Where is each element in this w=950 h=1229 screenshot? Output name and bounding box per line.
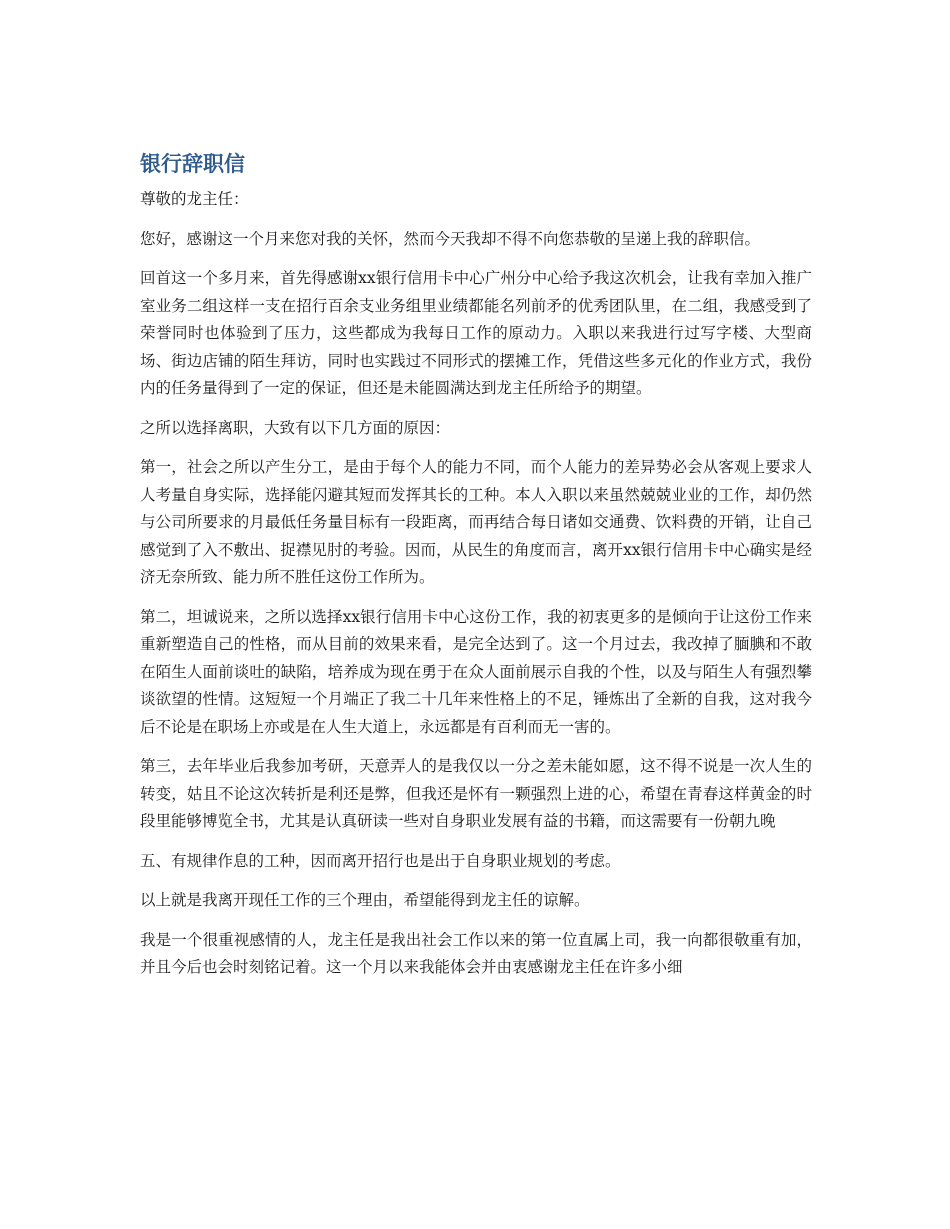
paragraph: 之所以选择离职，大致有以下几方面的原因： xyxy=(140,418,451,437)
paragraph: 我是一个很重视感情的人，龙主任是我出社会工作以来的第一位直属上司，我一向都很敬重有加，并且今后也会时刻铭记着。这一个月以来我能体会并由衷感谢龙主任在许多小细 xyxy=(140,930,812,976)
salutation: 尊敬的龙主任： xyxy=(140,190,249,208)
document-title: 银行辞职信 xyxy=(140,152,245,176)
paragraph: 您好，感谢这一个月来您对我的关怀，然而今天我却不得不向您恭敬的呈递上我的辞职信。 xyxy=(140,229,761,248)
paragraph: 第一，社会之所以产生分工，是由于每个人的能力不同，而个人能力的差异势必会从客观上要求人人考量自身实际，选择能闪避其短而发挥其长的工种。本人入职以来虽然兢兢业业的工作，却仍然与公司所要求的月最低任务量目标有一段距离，而再结合每日诸如交通费、饮料费的开销，让自己感觉到了入不敷出、捉襟见肘的考验。因而，从民生的角度而言，离开xx银行信用卡中心确实是经济无奈所致、能力所不胜任这份工作所为。 xyxy=(140,458,812,586)
paragraph: 以上就是我离开现任工作的三个理由，希望能得到龙主任的谅解。 xyxy=(140,891,590,909)
paragraph: 第三，去年毕业后我参加考研，天意弄人的是我仅以一分之差未能如愿，这不得不说是一次人生的转变，姑且不论这次转折是利还是弊，但我还是怀有一颗强烈上进的心，希望在青春这样黄金的时段里能够博览全书，尤其是认真研读一些对自身职业发展有益的书籍，而这需要有一份朝九晚 xyxy=(140,757,812,830)
paragraph: 第二，坦诚说来，之所以选择xx银行信用卡中心这份工作，我的初衷更多的是倾向于让这份工作来重新塑造自己的性格，而从目前的效果来看，是完全达到了。这一个月过去，我改掉了腼腆和不敢在陌生人面前谈吐的缺陷，培养成为现在勇于在众人面前展示自我的个性，以及与陌生人有强烈攀谈欲望的性情。这短短一个月端正了我二十几年来性格上的不足，锤炼出了全新的自我，这对我今后不论是在职场上亦或是在人生大道上，永远都是有百利而无一害的。 xyxy=(140,607,812,736)
paragraph: 回首这一个多月来，首先得感谢xx银行信用卡中心广州分中心给予我这次机会，让我有幸加入推广室业务二组这样一支在招行百余支业务组里业绩都能名列前矛的优秀团队里，在二组，我感受到了荣誉同时也体验到了压力，这些都成为我每日工作的原动力。入职以来我进行过写字楼、大型商场、街边店铺的陌生拜访，同时也实践过不同形式的摆摊工作，凭借这些多元化的作业方式，我份内的任务量得到了一定的保证，但还是未能圆满达到龙主任所给予的期望。 xyxy=(140,269,812,397)
paragraph: 五、有规律作息的工种，因而离开招行也是出于自身职业规划的考虑。 xyxy=(140,851,621,870)
document-page xyxy=(140,148,812,994)
